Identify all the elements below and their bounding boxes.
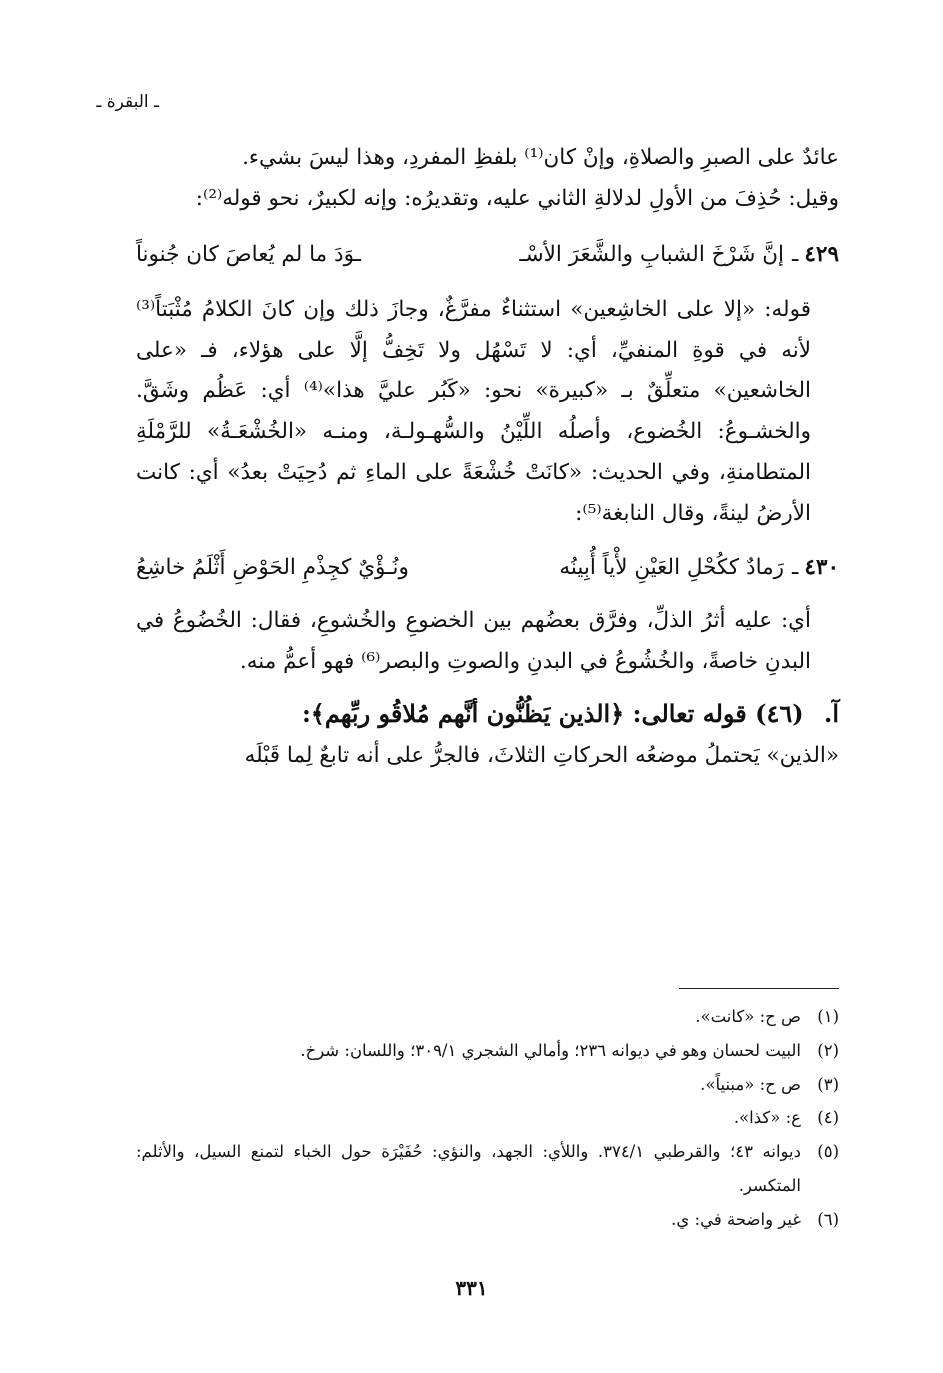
footnote-separator [679,988,839,989]
footnote-number: (٢) [817,1040,839,1060]
verse-number: ٤٢٩ [804,242,839,268]
footnote-text: ص ح: «كانت». [695,1007,801,1026]
footnote-number: (١) [817,1007,839,1026]
footnote-number: (٥) [817,1142,839,1162]
section-ref: آ. [823,699,839,729]
footnote [136,1135,839,1203]
footnote-text: ديوانه ٤٣؛ والقرطبي ٣٧٤/١. واللأي: الجهد، والنؤي: حُفَيْرَة حول الخباء لتمنع السيل، والأثلم: المتكسر. [136,1142,801,1196]
section-heading [136,692,839,735]
verse-number: ٤٣٠ [804,555,839,581]
verse-first-hemistich: رَمادٌ ككُحْلِ العَيْنِ لأْياً أُبِينُه [559,555,785,581]
verse-dash: ـ [792,555,799,581]
footnote-number: (٦) [817,1209,839,1229]
paragraph-2: وقيل: حُذِفَ من الأولِ لدلالةِ الثاني عليه، وتقديرُه: وإنه لكبيرٌ، نحو قوله⁽²⁾: [195,185,839,211]
footnotes [136,1000,839,1237]
footnote-number: (٤) [817,1108,839,1128]
verse-dash: ـ [792,242,799,268]
verse-second-hemistich: ـوَدَ ما لم يُعاصَ كان جُنوناً [136,242,361,268]
page-number: ٣٣١ [455,1276,488,1300]
verse-429 [136,226,839,284]
section-heading-text: (٤٦) قوله تعالى: ﴿الذين يَظُنُّون أنَّهم مُلاقُو ربِّهم﴾: [301,699,804,729]
verse-second-hemistich: ونُـؤْيٌ كجِذْمِ الحَوْضِ أَثْلَمُ خاشِعُ [136,555,409,581]
paragraph-4: أي: عليه أثرُ الذلِّ، وفرَّق بعضُهم بين الخضوعِ والخُشوعِ، فقال: الخُضُوعُ في البدنِ خاصةً، والخُشُوعُ في البدنِ والصوتِ والبصر⁽⁶⁾ فهو أعمُّ منه. [136,607,811,674]
paragraph-1: عائدٌ على الصبرِ والصلاةِ، وإنْ كان⁽¹⁾ بلفظِ المفردِ، وهذا ليسَ بشيء. [242,145,839,170]
footnote [136,1068,839,1102]
footnote-text: ع: «كذا». [733,1108,801,1128]
footnote [136,1034,839,1068]
paragraph-3: قوله: «إلا على الخاشِعين» استثناءٌ مفرَّغٌ، وجازَ ذلك وإن كانَ الكلامُ مُثْبَتاً⁽³⁾ لأنه في قوةِ المنفيِّ، أي: لا تَسْهُل ولا تَخِفُّ إلَّا على هؤلاء، فـ «على الخاشعين» متعلِّقٌ بـ «كبيرة» نحو: «كَبُر عليَّ هذا»⁽⁴⁾ أي: عَظُم وشَقَّ. والخشـوعُ: الخُضوع، وأصلُه اللِّيْنُ والسُّهـولـة، ومنـه «الخُشْعَـةُ» للرَّمْلَةِ المتطامنةِ، وفي الحديث: «كانَتْ خُشْعَةً على الماءِ ثم دُحِيَتْ بعدُ» أي: كانت الأرضُ لينةً، وقال النابغة⁽⁵⁾: [136,296,811,526]
footnote-text: غير واضحة في: ي. [671,1209,801,1229]
footnote-number: (٣) [817,1074,839,1094]
footnote-text: البيت لحسان وهو في ديوانه ٢٣٦؛ وأمالي الشجري ٣٠٩/١؛ واللسان: شرخ. [300,1040,801,1060]
footnote [136,1101,839,1135]
running-header: ـ البقرة ـ [96,92,159,112]
footnote [136,1203,839,1237]
verse-first-hemistich: إنَّ شَرْخَ الشبابِ والشَّعَرَ الأسْـ [519,242,785,268]
paragraph-5: «الذين» يَحتملُ موضعُه الحركاتِ الثلاثَ، فالجرُّ على أنه تابعٌ لِما قَبْلَه [244,742,839,768]
main-text [136,138,839,776]
footnote-text: ص ح: «مبنياً». [700,1074,801,1094]
footnote [136,1000,839,1034]
verse-430 [136,539,839,597]
